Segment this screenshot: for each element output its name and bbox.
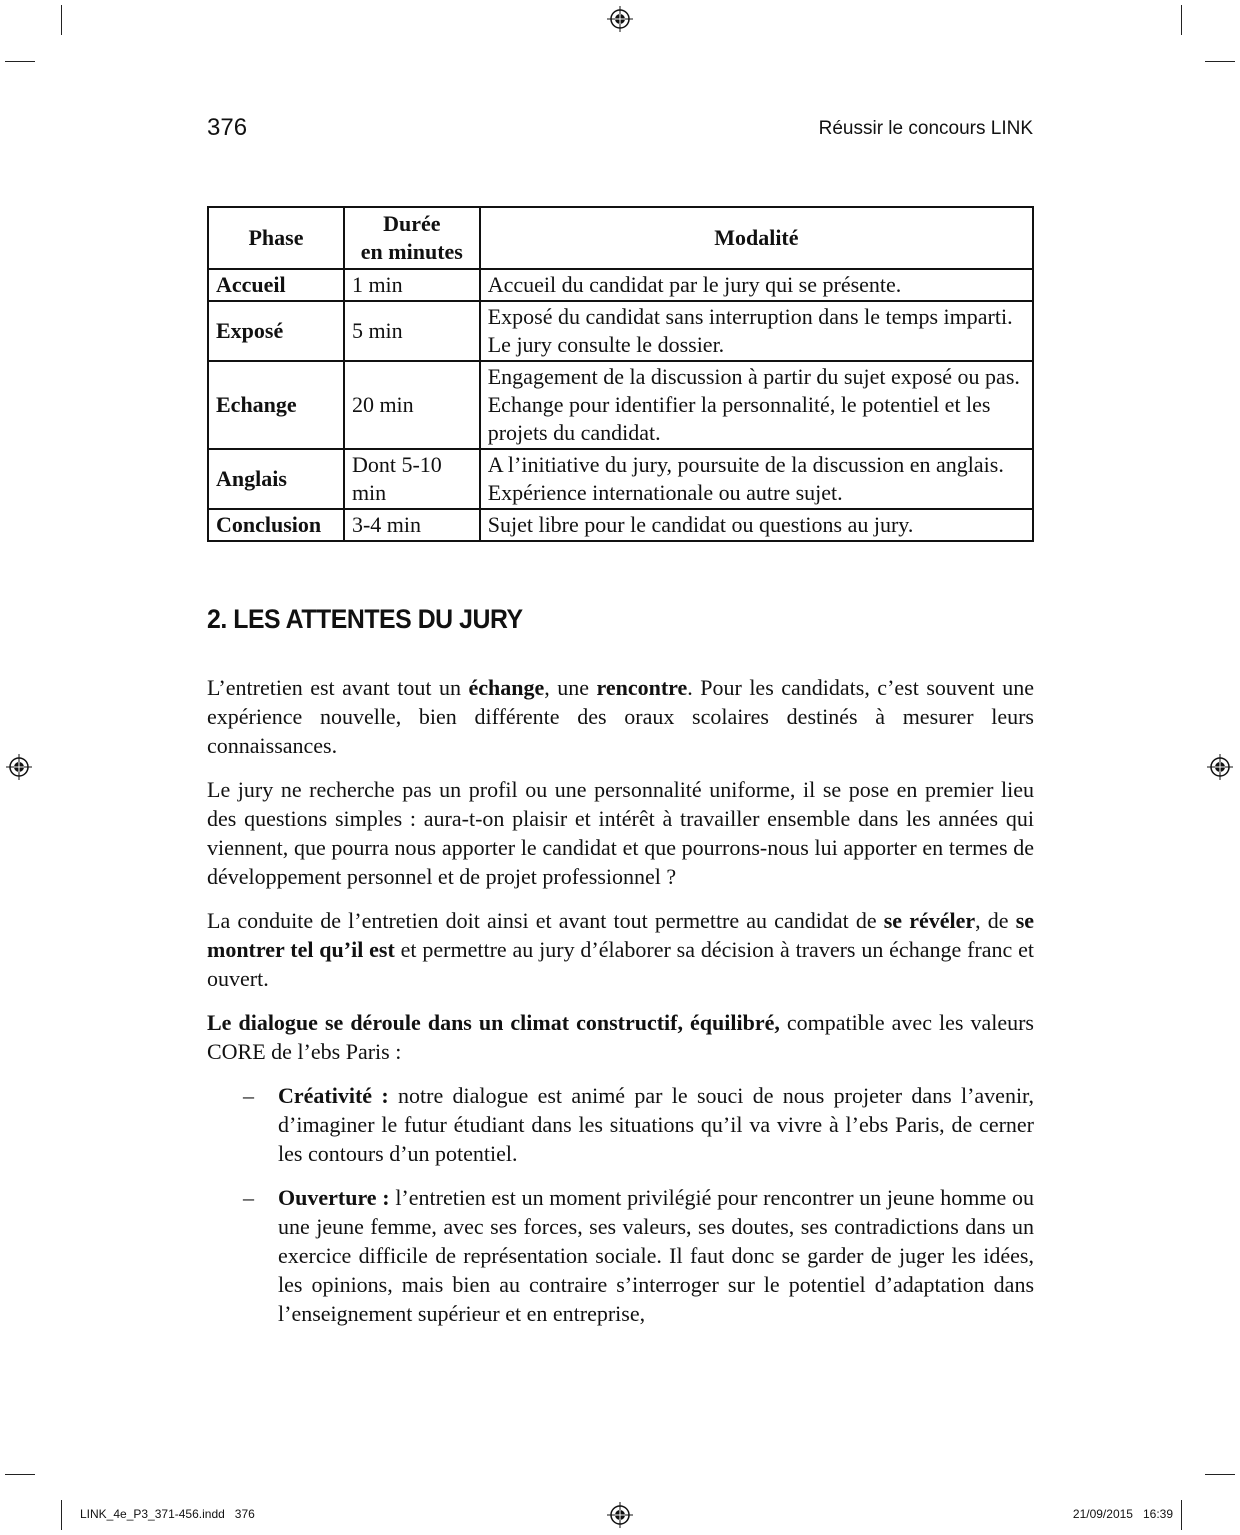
crop-mark-top-right-h — [1205, 61, 1235, 62]
emphasis: se révéler — [883, 908, 976, 933]
cell-duration: 5 min — [344, 301, 480, 361]
crop-mark-bottom-left-h — [5, 1474, 35, 1475]
text-run: compatible avec les valeurs CORE de l’ebs Paris : — [207, 1010, 1034, 1064]
crop-mark-bottom-left — [61, 1500, 62, 1530]
paragraph — [207, 673, 1034, 760]
crop-mark-top-left — [61, 5, 62, 35]
column-header-phase: Phase — [208, 207, 344, 269]
paragraph — [207, 906, 1034, 993]
column-header-modality: Modalité — [480, 207, 1033, 269]
table-row — [208, 509, 1033, 541]
table-row — [208, 301, 1033, 361]
crop-mark-top-right — [1181, 5, 1182, 35]
emphasis: se montrer tel qu’il est — [207, 908, 1035, 962]
value-text: l’entretien est un moment privilégié pour rencontrer un jeune homme ou une jeune femme, avec ses forces, ses valeurs, ses doutes, ses contradictions dans un exercice difficile de représentation sociale. Il faut donc se garder de juger les idées, les opinions, mais bien au contraire s’interroger sur le potentiel d’adaptation dans l’enseignement supérieur et en entreprise, — [278, 1185, 1034, 1326]
column-header-duration — [344, 207, 480, 269]
registration-target-icon — [6, 754, 32, 780]
text-run: . Pour les candidats, c’est souvent une expérience nouvelle, bien différente des oraux scolaires destinés à mesurer leurs connaissances. — [207, 675, 1035, 758]
footer-date-slug: 21/09/2015 16:39 — [1072, 1507, 1173, 1521]
list-dash: – — [243, 1185, 254, 1210]
registration-target-icon — [607, 6, 633, 32]
crop-mark-top-left-h — [5, 61, 35, 62]
paragraph: Le jury ne recherche pas un profil ou une personnalité uniforme, il se pose en premier lieu des questions simples : aura-t-on plaisir et intérêt à travailler ensemble dans les années qui viennent, que pourra nous apporter le candidat et que pourrons-nous lui apporter en termes de développement personnel et de projet professionnel ? — [207, 777, 1034, 889]
crop-mark-bottom-right-h — [1205, 1474, 1235, 1475]
column-header-duration-label: Durée en minutes — [360, 211, 463, 264]
text-run: , une — [544, 675, 597, 700]
value-term: Créativité : — [278, 1083, 389, 1108]
cell-phase: Accueil — [208, 269, 344, 301]
cell-duration: Dont 5-10 min — [344, 449, 480, 509]
cell-modality: Sujet libre pour le candidat ou questions au jury. — [480, 509, 1033, 541]
table-row — [208, 361, 1033, 449]
text-run: et permettre au jury d’élaborer sa décision à travers un échange franc et ouvert. — [207, 937, 1034, 991]
cell-phase: Anglais — [208, 449, 344, 509]
running-title: Réussir le concours LINK — [818, 118, 1033, 139]
cell-phase: Conclusion — [208, 509, 344, 541]
table-row — [208, 269, 1033, 301]
cell-modality: A l’initiative du jury, poursuite de la discussion en anglais. Expérience internationale ou autre sujet. — [480, 449, 1033, 509]
cell-modality: Exposé du candidat sans interruption dans le temps imparti. Le jury consulte le dossier. — [480, 301, 1033, 361]
paragraph — [207, 1008, 1034, 1066]
table-header-row — [208, 207, 1033, 269]
emphasis: rencontre — [596, 675, 688, 700]
core-values-list — [207, 1081, 1034, 1328]
list-item — [207, 1183, 1034, 1328]
text-run: , de — [975, 908, 1016, 933]
footer-file-slug: LINK_4e_P3_371-456.indd 376 — [80, 1507, 255, 1521]
text-run: La conduite de l’entretien doit ainsi et avant tout permettre au candidat de — [207, 908, 884, 933]
cell-phase: Echange — [208, 361, 344, 449]
interview-phases-table — [207, 206, 1034, 542]
registration-target-icon — [607, 1502, 633, 1528]
section-title: 2. LES ATTENTES DU JURY — [207, 604, 523, 634]
table-row — [208, 449, 1033, 509]
cell-modality: Accueil du candidat par le jury qui se présente. — [480, 269, 1033, 301]
emphasis: échange — [468, 675, 545, 700]
page-number: 376 — [207, 114, 248, 141]
cell-duration: 20 min — [344, 361, 480, 449]
list-dash: – — [243, 1083, 254, 1108]
cell-phase: Exposé — [208, 301, 344, 361]
cell-duration: 3-4 min — [344, 509, 480, 541]
registration-target-icon — [1207, 754, 1233, 780]
cell-modality: Engagement de la discussion à partir du sujet exposé ou pas. Echange pour identifier la personnalité, le potentiel et les projets du candidat. — [480, 361, 1033, 449]
value-term: Ouverture : — [278, 1185, 390, 1210]
value-text: notre dialogue est animé par le souci de nous projeter dans l’avenir, d’imaginer le futur étudiant dans les situations qu’il va vivre à l’ebs Paris, de cerner les contours d’un potentiel. — [278, 1083, 1035, 1166]
list-item — [207, 1081, 1034, 1168]
crop-mark-bottom-right — [1181, 1500, 1182, 1530]
body-text — [207, 673, 1034, 1343]
text-run: L’entretien est avant tout un — [207, 675, 469, 700]
emphasis: Le dialogue se déroule dans un climat constructif, équilibré, — [207, 1010, 780, 1035]
cell-duration: 1 min — [344, 269, 480, 301]
